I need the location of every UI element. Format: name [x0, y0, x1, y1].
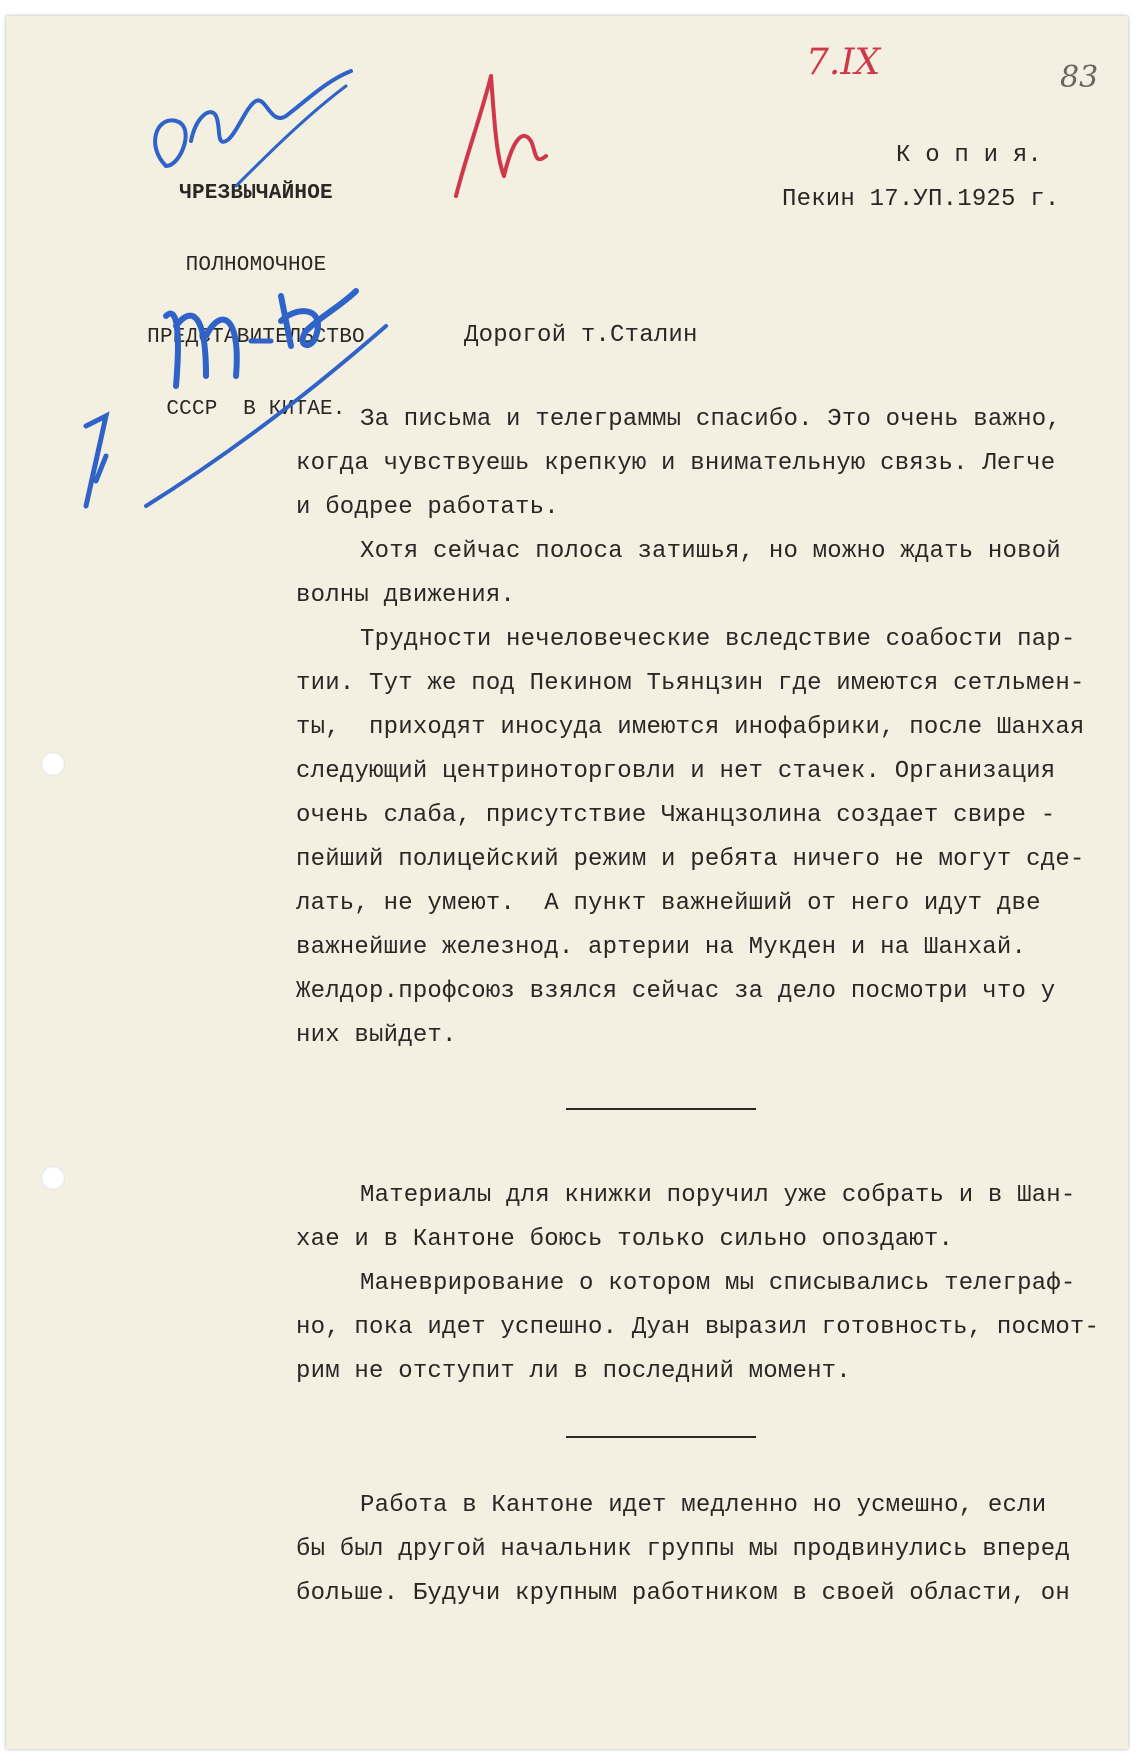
letterhead-line-1: ЧРЕЗВЫЧАЙНОЕ	[179, 182, 333, 205]
paragraph-line: но, пока идет успешно. Дуан выразил готовность, посмот-	[296, 1314, 1100, 1341]
red-pencil-mark-icon	[446, 56, 556, 206]
place-date: Пекин 17.УП.1925 г.	[782, 186, 1060, 213]
paragraph-line: рим не отступит ли в последний момент.	[296, 1358, 851, 1385]
paragraph-line: больше. Будучи крупным работником в своей области, он	[296, 1580, 1070, 1607]
letterhead-line-4: СССР В КИТАЕ.	[166, 398, 346, 421]
paragraph-line: Работа в Кантоне идет медленно но усмешно, если	[360, 1492, 1047, 1519]
paragraph-line: когда чувствуешь крепкую и внимательную связь. Легче	[296, 450, 1056, 477]
red-date-annotation: 7.IX	[806, 42, 881, 83]
section-divider	[566, 1436, 756, 1438]
letterhead	[126, 134, 386, 470]
section-divider	[566, 1108, 756, 1110]
document-page	[6, 16, 1128, 1749]
paragraph-line: и бодрее работать.	[296, 494, 559, 521]
sheet-number-annotation: 83	[1060, 60, 1099, 95]
letterhead-line-3: ПРЕДСТАВИТЕЛЬСТВО	[147, 326, 365, 349]
copy-label: К о п и я.	[896, 142, 1043, 169]
punch-hole-top	[41, 752, 65, 776]
punch-hole-bottom	[41, 1166, 65, 1190]
paragraph-line: тии. Тут же под Пекином Тьянцзин где имеются сетльмен-	[296, 670, 1085, 697]
paragraph-line: очень слаба, присутствие Чжанцзолина создает свире -	[296, 802, 1056, 829]
paragraph-line: ты, приходят иносуда имеются инофабрики, после Шанхая	[296, 714, 1085, 741]
paragraph-line: следующий центриноторговли и нет стачек. Организация	[296, 758, 1056, 785]
paragraph-line: хае и в Кантоне боюсь только сильно опоздают.	[296, 1226, 954, 1253]
salutation: Дорогой т.Сталин	[464, 322, 698, 349]
paragraph-line: Маневрирование о котором мы списывались телеграф-	[360, 1270, 1076, 1297]
paragraph-line: волны движения.	[296, 582, 516, 609]
paragraph-line: За письма и телеграммы спасибо. Это очень важно,	[360, 406, 1061, 433]
letterhead-line-2: ПОЛНОМОЧНОЕ	[185, 254, 327, 277]
paragraph-line: Хотя сейчас полоса затишья, но можно ждать новой	[360, 538, 1061, 565]
paragraph-line: важнейшие железнод. артерии на Мукден и на Шанхай.	[296, 934, 1027, 961]
paragraph-line: них выйдет.	[296, 1022, 457, 1049]
paragraph-line: бы был другой начальник группы мы продвинулись вперед	[296, 1536, 1070, 1563]
paragraph-line: пейший полицейский режим и ребята ничего не могут сде-	[296, 846, 1085, 873]
paragraph-line: Трудности нечеловеческие вследствие соабости пар-	[360, 626, 1076, 653]
paragraph-line: Желдор.профсоюз взялся сейчас за дело посмотри что у	[296, 978, 1056, 1005]
paragraph-line: лать, не умеют. А пункт важнейший от него идут две	[296, 890, 1041, 917]
paragraph-line: Материалы для книжки поручил уже собрать и в Шан-	[360, 1182, 1076, 1209]
